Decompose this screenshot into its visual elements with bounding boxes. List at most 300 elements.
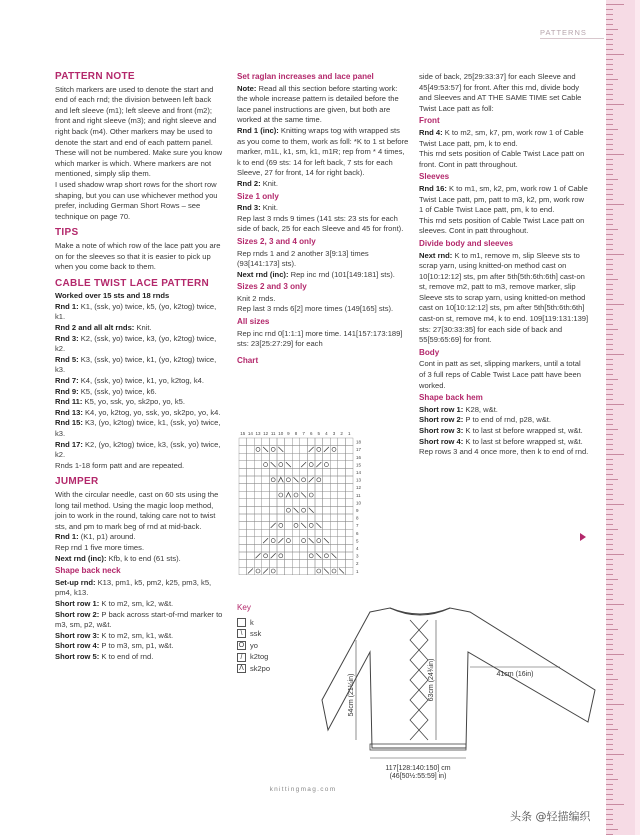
chart-cell — [292, 446, 300, 454]
chart-cell — [269, 506, 277, 514]
chart-cell — [254, 529, 262, 537]
chart-col-number: 7 — [302, 431, 305, 436]
lace-row: Rnd 9: K5, (ssk, yo) twice, k6. — [55, 386, 157, 396]
chart-cell — [247, 468, 255, 476]
chart-yo-mark — [264, 463, 268, 467]
chart-ssk-mark — [294, 477, 299, 482]
chart-yo-mark — [271, 569, 275, 573]
hem-rep: Rep rows 3 and 4 once more, then k to end of rnd. — [419, 447, 589, 457]
key-item: Λ sk2po — [237, 663, 317, 675]
chart-cell — [247, 552, 255, 560]
chart-cell — [315, 438, 323, 446]
chart-cell — [285, 537, 293, 545]
chart-cell — [315, 499, 323, 507]
chart-cell — [239, 506, 247, 514]
chart-yo-mark — [317, 478, 321, 482]
chart-cell — [254, 484, 262, 492]
chart-cell — [330, 476, 338, 484]
chart-cell — [239, 514, 247, 522]
chart-cell — [345, 567, 353, 575]
chart-cell — [315, 567, 323, 575]
chart-cell — [307, 529, 315, 537]
chart-cell — [292, 438, 300, 446]
chart-cell — [292, 567, 300, 575]
chart-cell — [247, 529, 255, 537]
chart-yo-mark — [302, 508, 306, 512]
chart-ssk-mark — [309, 508, 314, 513]
chart-cell — [254, 476, 262, 484]
chart-cell — [323, 453, 331, 461]
chart-k2tog-mark — [278, 538, 283, 543]
chart-cell — [262, 468, 270, 476]
chart-cell — [315, 453, 323, 461]
chart-cell — [292, 560, 300, 568]
sleeves-heading: Sleeves — [419, 172, 450, 182]
chart-col-number: 4 — [325, 431, 328, 436]
lace-chart — [237, 428, 377, 588]
key-symbol-icon — [237, 618, 246, 627]
chart-cell — [247, 453, 255, 461]
chart-cell — [345, 537, 353, 545]
chart-cell — [262, 499, 270, 507]
chart-cell — [307, 468, 315, 476]
chart-k2tog-mark — [248, 569, 253, 574]
chart-cell — [277, 552, 285, 560]
chart-ssk-mark — [294, 508, 299, 513]
chart-row-number: 11 — [356, 492, 361, 498]
column-1 — [55, 72, 225, 662]
chart-cell — [277, 567, 285, 575]
chart-cell — [277, 506, 285, 514]
chart-cell — [345, 514, 353, 522]
chart-cell — [300, 446, 308, 454]
chart-cell — [285, 453, 293, 461]
chart-cell — [338, 499, 346, 507]
chart-col-number: 12 — [263, 431, 269, 436]
front-text: This rnd sets position of Cable Twist Lace patt on front. Cont in patt throughout. — [419, 149, 585, 169]
chart-yo-mark — [309, 493, 313, 497]
chart-cell — [254, 567, 262, 575]
chart-ssk-mark — [286, 462, 291, 467]
front-length-label: 63cm (24¾in) — [428, 658, 435, 702]
chart-cell — [330, 484, 338, 492]
sleeves-rnd16: Rnd 16: K to m1, sm, k2, pm, work row 1 of Cable Twist Lace patt, pm, patt to m3, k2, pm, work row 1 of Cable Twist Lace patt, pm, k to end. — [419, 183, 588, 215]
jumper-rnd1: Rnd 1: (K1, p1) around. — [55, 532, 136, 542]
chart-cell — [307, 461, 315, 469]
chart-ssk-mark — [309, 538, 314, 543]
section-label: PATTERNS — [540, 28, 587, 37]
chart-cell — [269, 438, 277, 446]
chart-cell — [277, 499, 285, 507]
chart-row-number: 4 — [356, 546, 359, 551]
size23-text-2: Rep last 3 rnds 6[2] more times (149[165] sts). — [237, 304, 394, 314]
chart-cell — [300, 499, 308, 507]
chart-cell — [307, 567, 315, 575]
all-sizes-heading: All sizes — [237, 317, 270, 327]
chart-key — [237, 600, 317, 675]
chart-cell — [300, 567, 308, 575]
chart-cell — [338, 476, 346, 484]
chart-cell — [254, 506, 262, 514]
key-symbol-icon: O — [238, 642, 245, 650]
chart-col-number: 15 — [240, 431, 246, 436]
chart-col-number: 11 — [270, 431, 276, 436]
chart-cell — [323, 468, 331, 476]
chart-cell — [247, 544, 255, 552]
chart-cell — [292, 522, 300, 530]
chart-cell — [315, 544, 323, 552]
divide-heading: Divide body and sleeves — [419, 238, 514, 248]
body-length-label: 54cm (21¼in) — [348, 673, 355, 717]
chart-cell — [262, 453, 270, 461]
chart-cell — [338, 529, 346, 537]
chart-cell — [330, 567, 338, 575]
chart-cell — [247, 537, 255, 545]
chart-cell — [345, 468, 353, 476]
chart-cell — [277, 453, 285, 461]
chart-yo-mark — [286, 478, 290, 482]
chart-k2tog-mark — [263, 569, 268, 574]
chart-cell — [323, 476, 331, 484]
continue-arrow-icon — [580, 533, 586, 541]
chart-k2tog-mark — [301, 462, 306, 467]
chart-cell — [345, 446, 353, 454]
chart-cell — [300, 468, 308, 476]
chart-cell — [315, 491, 323, 499]
chart-cell — [285, 560, 293, 568]
chart-cell — [292, 499, 300, 507]
chart-cell — [338, 544, 346, 552]
chart-cell — [269, 567, 277, 575]
front-rnd4: Rnd 4: K to m2, sm, k7, pm, work row 1 of Cable Twist Lace patt, pm, k to end. — [419, 127, 584, 148]
chart-cell — [323, 529, 331, 537]
key-symbol-icon: Λ — [237, 664, 246, 673]
chart-k2tog-mark — [324, 447, 329, 452]
chart-cell — [330, 499, 338, 507]
chart-cell — [285, 506, 293, 514]
chart-cell — [285, 476, 293, 484]
chart-cell — [277, 468, 285, 476]
chart-col-number: 5 — [317, 431, 321, 436]
chart-cell — [345, 499, 353, 507]
chart-cell — [285, 544, 293, 552]
chart-sk2po-mark — [278, 477, 283, 482]
chart-cell — [315, 560, 323, 568]
hem-row: Short row 2: P to end of rnd, p28, w&t. — [419, 415, 551, 425]
chart-cell — [262, 552, 270, 560]
neck-row: Short row 2: P back across start-of-rnd marker to m3, sm, p2, w&t. — [55, 609, 223, 630]
lace-subtitle: Worked over 15 sts and 18 rnds — [55, 291, 170, 301]
chart-cell — [307, 484, 315, 492]
chart-ssk-mark — [301, 493, 306, 498]
chart-cell — [292, 529, 300, 537]
neck-row: Short row 3: K to m2, sm, k1, w&t. — [55, 630, 174, 640]
chart-cell — [247, 438, 255, 446]
chart-yo-mark — [271, 447, 275, 451]
chart-cell — [262, 461, 270, 469]
chart-cell — [262, 476, 270, 484]
chart-cell — [338, 438, 346, 446]
chart-cell — [277, 514, 285, 522]
chart-cell — [269, 529, 277, 537]
pattern-note-text-1: Stitch markers are used to denote the start and end of each rnd; the division between left back and left sleeve (m1); left sleeve and front (m2); front and right sleeve (m3); and right sleeve and right back (m4). Other markers may be used to denote the start and end of each pattern panel. These will not be numbered. Make sure you know which marker is which. Where markers are not mentioned, simply slip them. — [55, 84, 223, 179]
watermark: 头条 @轻描编织 — [510, 810, 591, 823]
chart-col-number: 14 — [247, 431, 253, 436]
front-heading: Front — [419, 116, 440, 126]
chart-yo-mark — [279, 463, 283, 467]
lace-panel-right — [410, 620, 428, 740]
key-heading: Key — [237, 603, 251, 612]
chart-row-number: 2 — [356, 561, 359, 567]
chart-cell — [239, 468, 247, 476]
chart-cell — [262, 529, 270, 537]
chart-cell — [239, 567, 247, 575]
lace-rows — [55, 302, 225, 461]
chart-cell — [323, 552, 331, 560]
chart-cell — [285, 552, 293, 560]
size1-rep: Rep last 3 rnds 9 times (141 sts: 23 sts for each side of back, 25 for each Sleeve and 45 for front). — [237, 213, 404, 234]
lace-row: Rnd 2 and all alt rnds: Knit. — [55, 323, 152, 333]
chart-cell — [315, 506, 323, 514]
chart-cell — [307, 514, 315, 522]
chart-cell — [285, 484, 293, 492]
chart-cell — [292, 537, 300, 545]
chart-row-number: 16 — [356, 454, 362, 460]
chart-cell — [262, 491, 270, 499]
chart-cell — [323, 544, 331, 552]
chart-cell — [345, 506, 353, 514]
chart-cell — [315, 529, 323, 537]
chart-row-number: 13 — [356, 477, 362, 483]
key-item: \ ssk — [237, 628, 317, 640]
chart-cell — [269, 514, 277, 522]
chart-cell — [330, 491, 338, 499]
chart-cell — [315, 484, 323, 492]
lace-row: Rnd 13: K4, yo, k2tog, yo, ssk, yo, sk2po, yo, k4. — [55, 407, 221, 417]
jumper-schematic — [320, 600, 605, 780]
hem-rows — [419, 405, 589, 447]
jumper-rep: Rep rnd 1 five more times. — [55, 542, 145, 552]
chart-cell — [292, 552, 300, 560]
chart-yo-mark — [302, 539, 306, 543]
chart-cell — [269, 468, 277, 476]
chart-cell — [239, 499, 247, 507]
chart-yo-mark — [317, 447, 321, 451]
chart-cell — [262, 506, 270, 514]
chart-ssk-mark — [324, 569, 329, 574]
chart-cell — [300, 438, 308, 446]
lace-pattern-heading: CABLE TWIST LACE PATTERN — [55, 277, 210, 289]
chart-cell — [269, 537, 277, 545]
chart-cell — [307, 491, 315, 499]
chart-cell — [247, 499, 255, 507]
chart-cell — [254, 499, 262, 507]
chart-ssk-mark — [339, 569, 344, 574]
chart-yo-mark — [309, 463, 313, 467]
chart-yo-mark — [271, 478, 275, 482]
chart-cell — [262, 514, 270, 522]
chart-cell — [239, 476, 247, 484]
chart-yo-mark — [332, 447, 336, 451]
all-sizes-text: Rep inc rnd 0[1:1:1] more time. 141[157:173:189] sts: 23[25:27:29] for each — [237, 328, 403, 349]
chart-ssk-mark — [271, 462, 276, 467]
chart-cell — [300, 453, 308, 461]
neck-row: Short row 4: P to m3, sm, p1, w&t. — [55, 641, 174, 651]
chart-yo-mark — [332, 569, 336, 573]
chart-cell — [269, 560, 277, 568]
chart-cell — [300, 544, 308, 552]
chart-cell — [277, 461, 285, 469]
chart-cell — [254, 446, 262, 454]
chart-cell — [292, 514, 300, 522]
chart-cell — [239, 529, 247, 537]
chart-cell — [330, 446, 338, 454]
chart-cell — [330, 522, 338, 530]
neck-row: Set-up rnd: K13, pm1, k5, pm2, k25, pm3, k5, pm4, k13. — [55, 577, 212, 598]
hem-row: Short row 3: K to last st before wrapped st, w&t. — [419, 426, 583, 435]
key-item: k — [237, 617, 317, 629]
chart-cell — [247, 446, 255, 454]
chart-cell — [262, 522, 270, 530]
chart-yo-mark — [324, 463, 328, 467]
chart-col-number: 8 — [294, 431, 298, 436]
chart-row-number: 6 — [356, 530, 359, 536]
chart-col-number: 1 — [347, 431, 351, 436]
chart-cell — [338, 560, 346, 568]
chart-cell — [285, 468, 293, 476]
hem-band — [370, 744, 466, 750]
chart-cell — [345, 544, 353, 552]
chart-cell — [247, 476, 255, 484]
rnd2: Rnd 2: Knit. — [237, 178, 278, 188]
chart-cell — [323, 461, 331, 469]
chart-cell — [330, 529, 338, 537]
chart-yo-mark — [309, 554, 313, 558]
chart-cell — [338, 468, 346, 476]
chart-cell — [323, 506, 331, 514]
size234-next: Next rnd (inc): Rep inc rnd (101[149:181] sts). — [237, 269, 395, 279]
jumper-heading: JUMPER — [55, 476, 99, 488]
chart-yo-mark — [279, 493, 283, 497]
chart-row-number: 1 — [356, 568, 359, 574]
chart-cell — [269, 453, 277, 461]
chart-cell — [338, 484, 346, 492]
chart-cell — [300, 552, 308, 560]
chart-k2tog-mark — [316, 462, 321, 467]
chart-cell — [239, 560, 247, 568]
chart-cell — [262, 438, 270, 446]
chart-cell — [247, 461, 255, 469]
chart-yo-mark — [302, 478, 306, 482]
chart-yo-mark — [286, 539, 290, 543]
chart-cell — [330, 506, 338, 514]
chart-cell — [292, 468, 300, 476]
raglan-note: Note: Read all this section before starting work: the whole increase pattern is detailed before the lace panel instructions are given, but both are worked at the same time. — [237, 83, 399, 125]
chart-cell — [247, 560, 255, 568]
chart-row-number: 12 — [356, 485, 362, 491]
chart-cell — [269, 499, 277, 507]
chart-row-number: 18 — [356, 439, 362, 445]
chart-cell — [254, 468, 262, 476]
chart-yo-mark — [324, 554, 328, 558]
chart-row-number: 10 — [356, 500, 362, 506]
lace-row: Rnd 7: K4, (ssk, yo) twice, k1, yo, k2tog, k4. — [55, 376, 204, 386]
chest-cm-label: 117[128:140:150] cm — [385, 765, 451, 772]
chart-row-number: 7 — [356, 523, 359, 529]
chart-cell — [345, 529, 353, 537]
chart-heading: Chart — [237, 355, 259, 365]
chart-ssk-mark — [301, 523, 306, 528]
chart-cell — [247, 484, 255, 492]
footer-url: knittingmag.com — [269, 786, 337, 793]
chart-cell — [345, 522, 353, 530]
size23-heading: Sizes 2 and 3 only — [237, 282, 307, 292]
chart-cell — [315, 476, 323, 484]
lace-row: Rnd 17: K2, (yo, k2tog) twice, k3, (ssk, yo) twice, k2. — [55, 439, 221, 460]
chart-cell — [254, 453, 262, 461]
chart-cell — [323, 522, 331, 530]
chart-cell — [277, 522, 285, 530]
chart-cell — [269, 544, 277, 552]
chart-cell — [338, 537, 346, 545]
chart-cell — [307, 453, 315, 461]
chart-cell — [239, 491, 247, 499]
chart-yo-mark — [279, 554, 283, 558]
chart-ssk-mark — [263, 447, 268, 452]
column-3 — [419, 72, 589, 458]
chart-cell — [345, 484, 353, 492]
chart-col-number: 6 — [309, 431, 313, 436]
lace-row: Rnd 1: K1, (ssk, yo) twice, k5, (yo, k2tog) twice, k1. — [55, 301, 217, 322]
chart-cell — [239, 544, 247, 552]
neck-row: Short row 1: K to m2, sm, k2, w&t. — [55, 598, 174, 608]
key-item: / k2tog — [237, 651, 317, 663]
chart-cell — [307, 552, 315, 560]
chart-cell — [254, 560, 262, 568]
jumper-outline — [322, 608, 595, 748]
chart-cell — [338, 522, 346, 530]
chart-cell — [292, 461, 300, 469]
chart-row-number: 5 — [356, 538, 359, 544]
chart-cell — [323, 438, 331, 446]
chart-cell — [247, 506, 255, 514]
chart-yo-mark — [279, 523, 283, 527]
chart-k2tog-mark — [271, 553, 276, 558]
chart-cell — [330, 560, 338, 568]
chart-cell — [262, 560, 270, 568]
chart-col-number: 3 — [332, 431, 336, 436]
chart-yo-mark — [256, 447, 260, 451]
lace-panel-left — [410, 620, 428, 740]
chart-cell — [254, 522, 262, 530]
chart-cell — [247, 514, 255, 522]
jumper-next-rnd: Next rnd (inc): Kfb, k to end (61 sts). — [55, 553, 181, 563]
chart-cell — [345, 560, 353, 568]
chart-yo-mark — [317, 539, 321, 543]
col3-continued: side of back, 25[29:33:37] for each Sleeve and 45[49:53:57] for front. After this rnd, divide body and Sleeves and AT THE SAME TIME set Cable Twist Lace patt as foll: — [419, 72, 582, 113]
chart-ssk-mark — [332, 553, 337, 558]
chart-row-number: 3 — [356, 553, 359, 559]
chart-cell — [239, 484, 247, 492]
lace-row: Rnd 5: K3, (ssk, yo) twice, k1, (yo, k2tog) twice, k3. — [55, 354, 217, 375]
chart-cell — [292, 453, 300, 461]
chart-cell — [300, 529, 308, 537]
chart-row-number: 14 — [356, 470, 362, 475]
chart-cell — [285, 499, 293, 507]
chart-k2tog-mark — [271, 523, 276, 528]
chart-cell — [338, 491, 346, 499]
chart-cell — [315, 537, 323, 545]
